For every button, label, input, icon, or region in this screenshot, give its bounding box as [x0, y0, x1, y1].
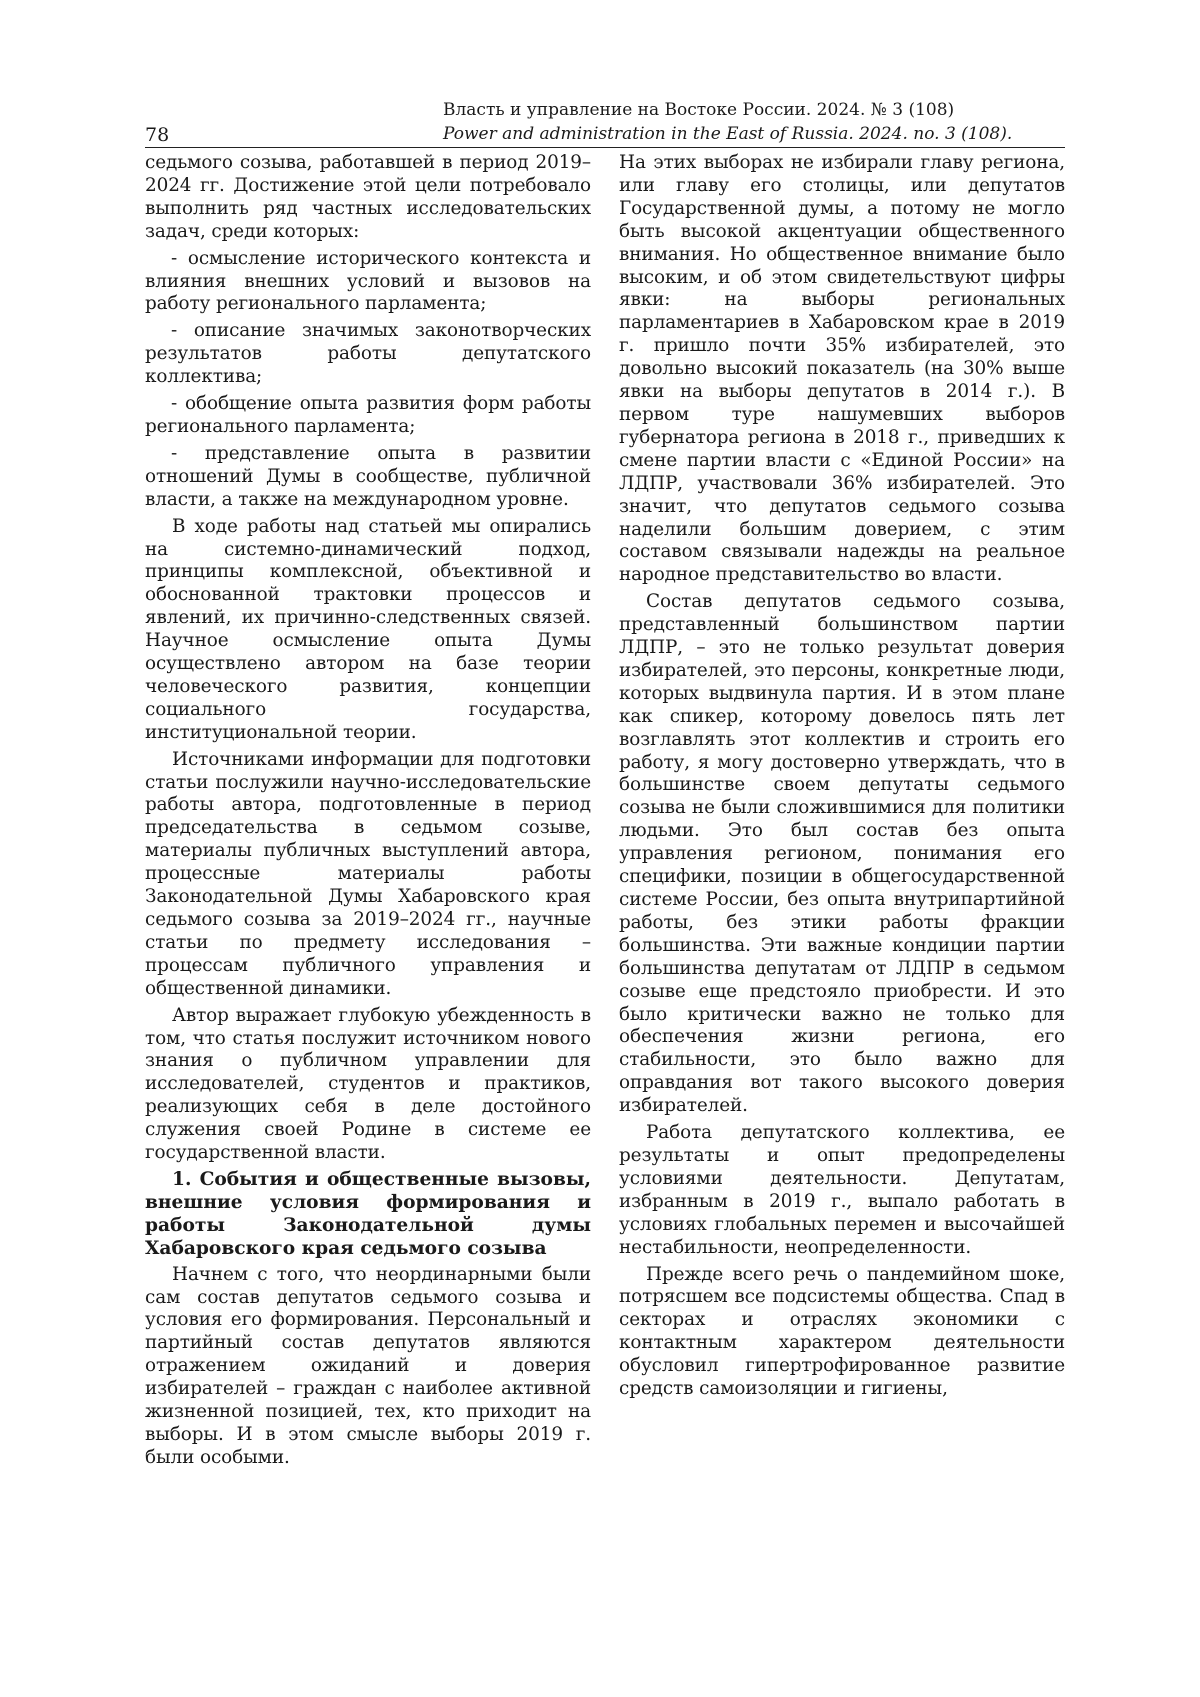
- paragraph: Состав депутатов седьмого созыва, представленный большинством партии ЛДПР, – это не только результат доверия избирателей, это персоны, конкретные люди, которых выдвинула партия. И в этом плане как спикер, которому довелось пять лет возглавлять этот коллектив и строить его работу, я могу достоверно утверждать, что в большинстве своем депутаты седьмого созыва не были сложившимися для политики людьми. Это был состав без опыта управления регионом, понимания его специфики, позиции в общегосударственной системе России, без опыта внутрипартийной работы, без этики работы фракции большинства. Эти важные кондиции партии большинства депутатам от ЛДПР в седьмом созыве еще предстояло приобрести. И это было критически важно не только для обеспечения жизни региона, его стабильности, это было важно для оправдания вот такого высокого доверия избирателей.: [619, 591, 1065, 1117]
- list-item: - обобщение опыта развития форм работы регионального парламента;: [145, 393, 591, 437]
- page-number: 78: [145, 124, 170, 146]
- paragraph: седьмого созыва, работавшей в период 2019–2024 гг. Достижение этой цели потребовало выполнить ряд частных исследовательских задач, среди которых:: [145, 152, 591, 242]
- paragraph: На этих выборах не избирали главу региона, или главу его столицы, или депутатов Государственной думы, а потому не могло быть высокой акцентуации общественного внимания. Но общественное внимание было высоким, и об этом свидетельствуют цифры явки: на выборы региональных парламентариев в Хабаровском крае в 2019 г. пришло почти 35% избирателей, это довольно высокий показатель (на 30% выше явки на выборы депутатов в 2014 г.). В первом туре нашумевших выборов губернатора региона в 2018 г., приведших к смене партии власти с «Единой России» на ЛДПР, участвовали 36% избирателей. Это значит, что депутатов седьмого созыва наделили большим доверием, с этим составом связывали надежды на реальное народное представительство во власти.: [619, 152, 1065, 586]
- left-column: [145, 152, 591, 1474]
- journal-title-ru: Власть и управление на Востоке России. 2024. № 3 (108): [443, 100, 955, 120]
- list-item: - представление опыта в развитии отношений Думы в сообществе, публичной власти, а также на международном уровне.: [145, 442, 591, 510]
- list-item: - описание значимых законотворческих результатов работы депутатского коллектива;: [145, 320, 591, 388]
- paragraph: Работа депутатского коллектива, ее результаты и опыт предопределены условиями деятельности. Депутатам, избранным в 2019 г., выпало работать в условиях глобальных перемен и высочайшей нестабильности, неопределенности.: [619, 1122, 1065, 1258]
- paragraph: Начнем с того, что неординарными были сам состав депутатов седьмого созыва и условия его формирования. Персональный и партийный состав депутатов являются отражением ожиданий и доверия избирателей – граждан с наиболее активной жизненной позицией, тех, кто приходит на выборы. И в этом смысле выборы 2019 г. были особыми.: [145, 1263, 591, 1468]
- section-heading: 1. События и общественные вызовы, внешние условия формирования и работы Законодательной думы Хабаровского края седьмого созыва: [145, 1168, 591, 1259]
- journal-title-en: Power and administration in the East of Russia. 2024. no. 3 (108).: [443, 124, 1013, 144]
- paragraph: Источниками информации для подготовки статьи послужили научно-исследовательские работы автора, подготовленные в период председательства в седьмом созыве, материалы публичных выступлений автора, процессные материалы работы Законодательной Думы Хабаровского края седьмого созыва за 2019–2024 гг., научные статьи по предмету исследования – процессам публичного управления и общественной динамики.: [145, 748, 591, 999]
- header-rule: [145, 147, 1065, 148]
- paragraph: Прежде всего речь о пандемийном шоке, потрясшем все подсистемы общества. Спад в секторах и отраслях экономики с контактным характером деятельности обусловил гипертрофированное развитие средств самоизоляции и гигиены,: [619, 1263, 1065, 1400]
- list-item: - осмысление исторического контекста и влияния внешних условий и вызовов на работу регионального парламента;: [145, 247, 591, 315]
- right-column: [619, 152, 1065, 1405]
- journal-citation: [443, 98, 1063, 146]
- paragraph: В ходе работы над статьей мы опирались на системно-динамический подход, принципы комплексной, объективной и обоснованной трактовки процессов и явлений, их причинно-следственных связей. Научное осмысление опыта Думы осуществлено автором на базе теории человеческого развития, концепции социального государства, институциональной теории.: [145, 515, 591, 743]
- paragraph: Автор выражает глубокую убежденность в том, что статья послужит источником нового знания о публичном управлении для исследователей, студентов и практиков, реализующих себя в деле достойного служения своей Родине в системе ее государственной власти.: [145, 1004, 591, 1164]
- running-header: [145, 96, 1065, 146]
